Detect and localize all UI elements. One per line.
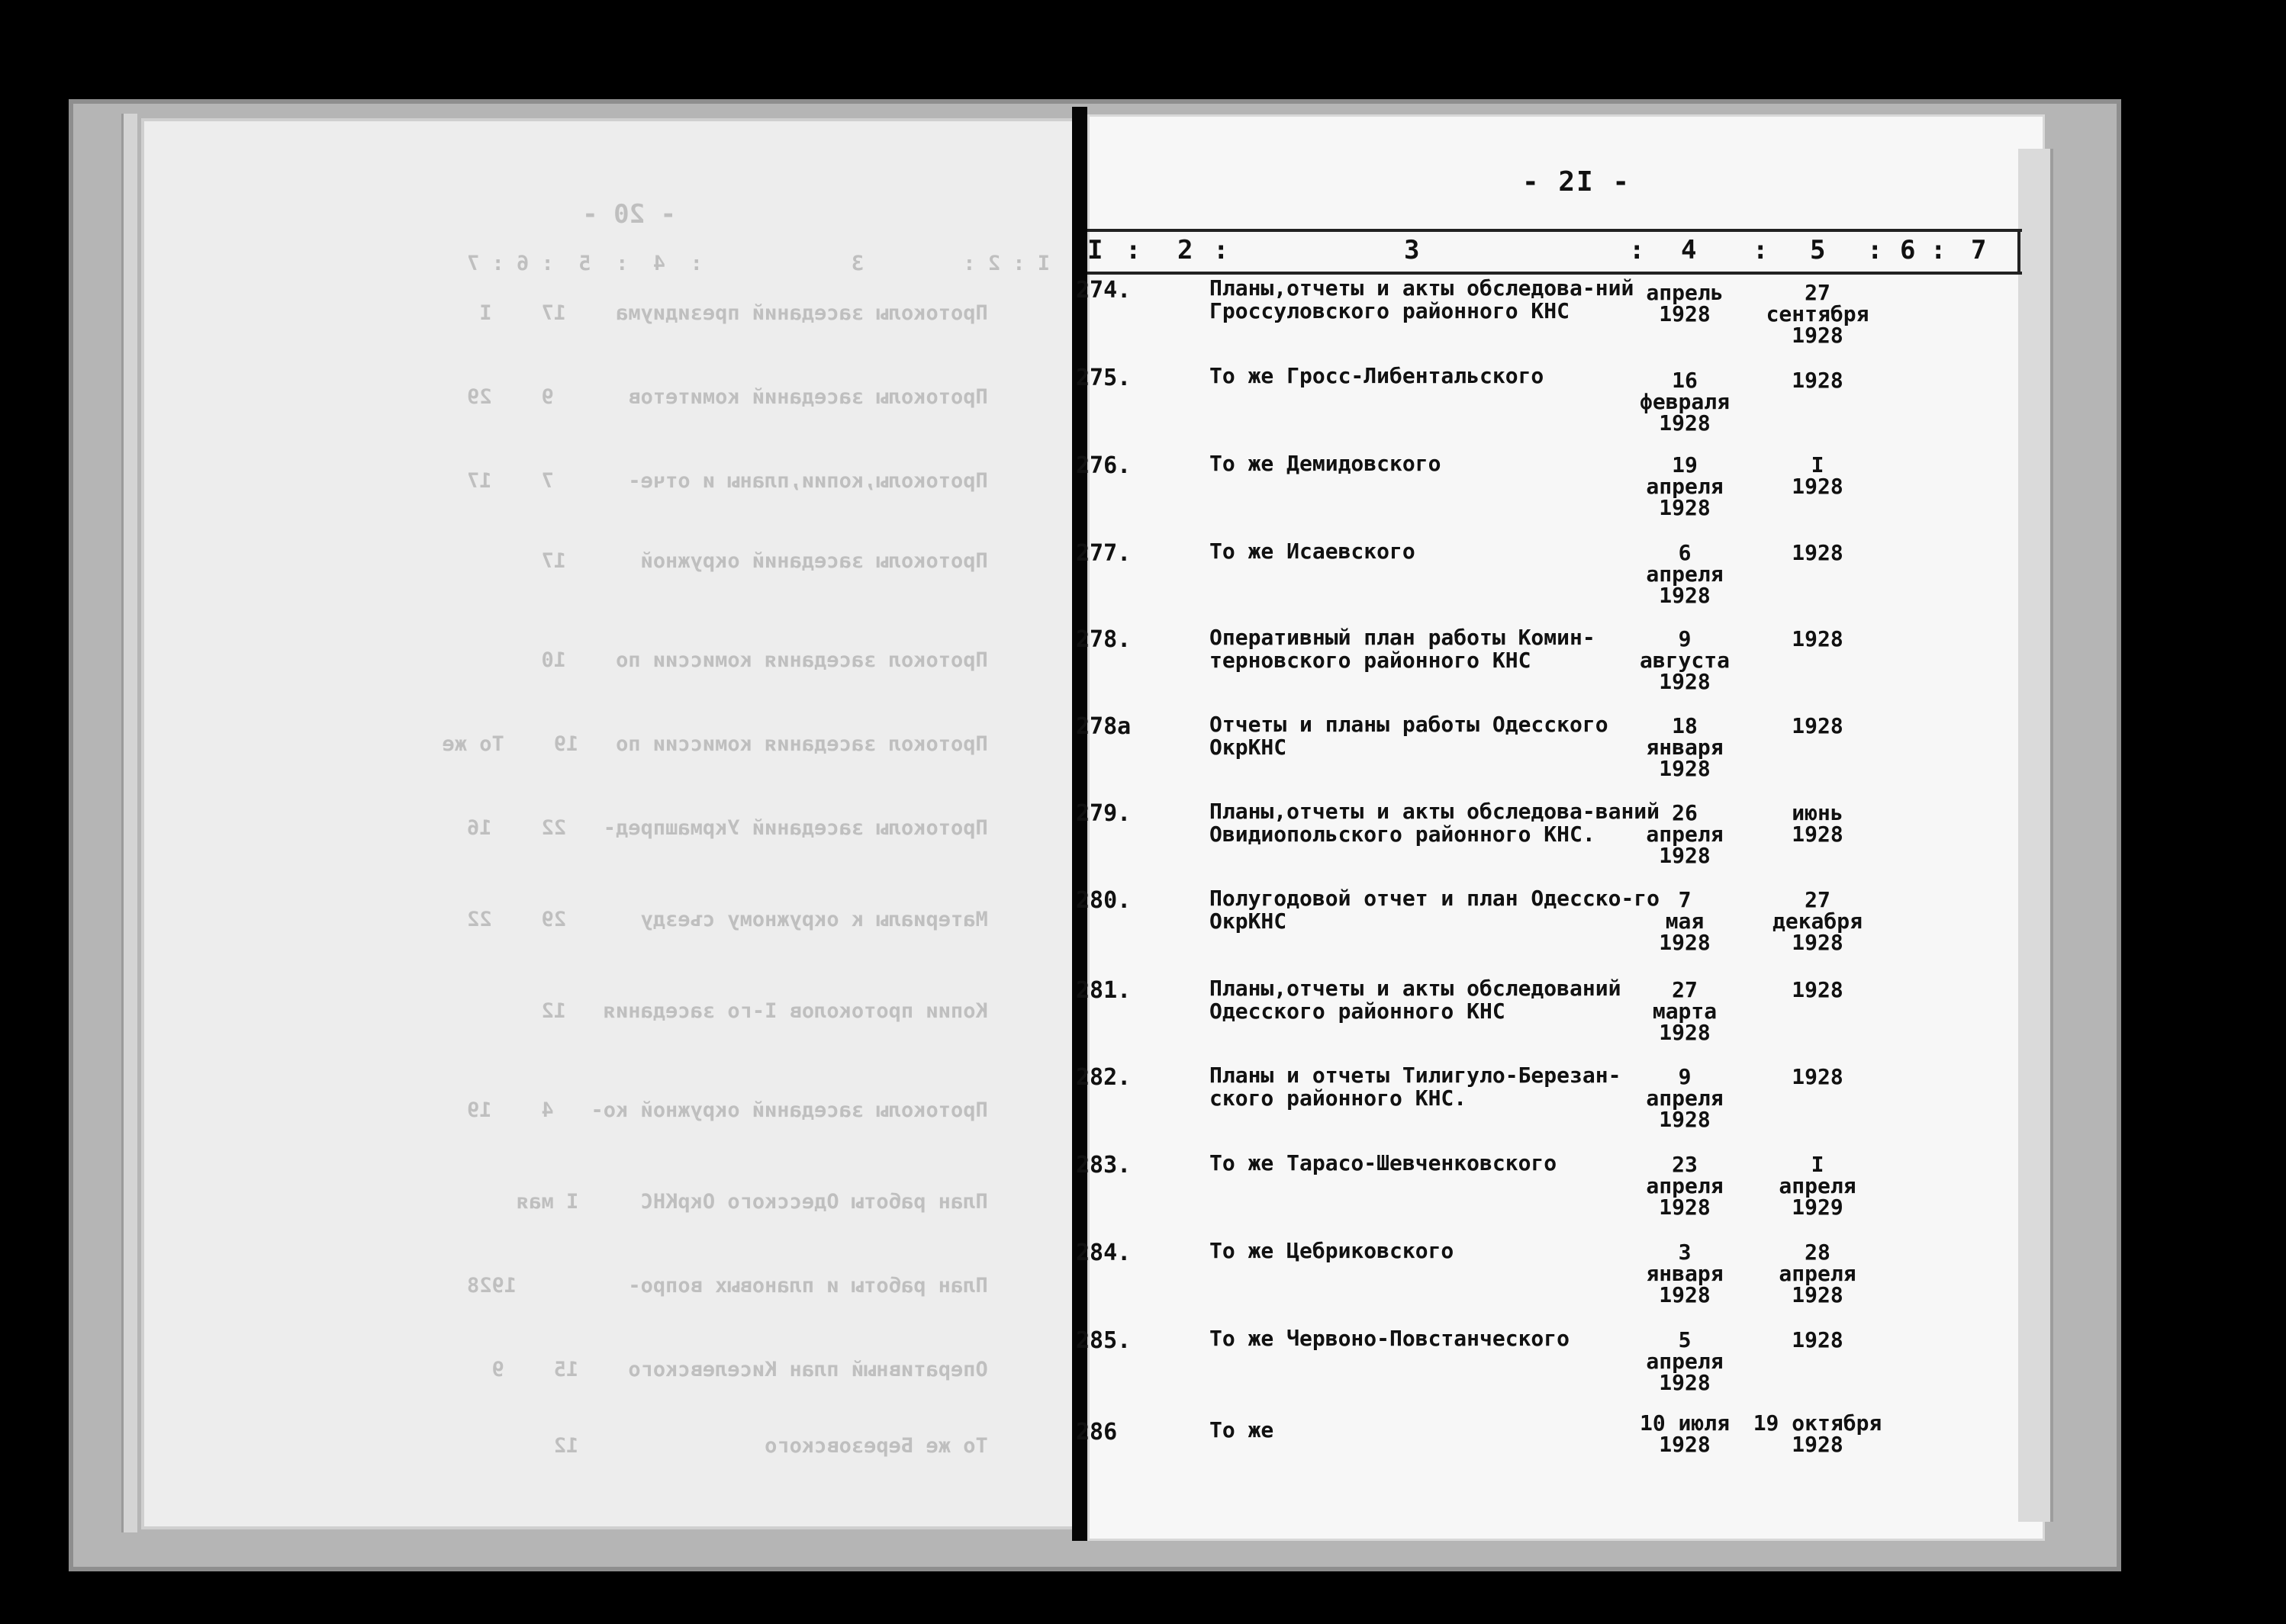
end-date (1741, 1242, 1894, 1306)
start-year: 1928 (1659, 1107, 1711, 1132)
ghost-line: Копии протоколов I-го заседания 12 (541, 999, 1050, 1023)
column-separator: : (1213, 235, 1229, 265)
end-month: апреля (1779, 1173, 1856, 1198)
table-row (0, 538, 2286, 622)
table-row (0, 1410, 2286, 1497)
ghost-line: То же Березовского 12 (553, 1434, 1050, 1458)
start-month: января (1646, 735, 1724, 760)
start-day: 16 (1672, 368, 1698, 393)
row-title: То же Исаевского (1209, 539, 1415, 564)
start-date (1608, 1327, 1761, 1395)
row-number: 283. (1076, 1152, 1132, 1179)
end-date (1741, 626, 1894, 651)
row-number: 280. (1076, 887, 1132, 914)
column-separator: : (1629, 235, 1645, 265)
end-year: 1928 (1792, 977, 1843, 1002)
row-title: Планы и отчеты Тилигуло-Березан-ского районного КНС. (1209, 1063, 1621, 1111)
end-year: 1928 (1792, 1064, 1843, 1089)
table-row (0, 711, 2286, 795)
start-date (1608, 802, 1761, 867)
row-number: 274. (1076, 277, 1132, 304)
start-day: 19 (1672, 452, 1698, 478)
column-header-1: I (1087, 235, 1103, 265)
end-date (1741, 370, 1894, 391)
row-number: 284. (1076, 1240, 1132, 1266)
end-year: 1928 (1792, 323, 1843, 348)
end-month: апреля (1779, 1261, 1856, 1286)
end-year: 1928 (1792, 626, 1843, 651)
table-row (0, 624, 2286, 708)
end-day: 28 (1805, 1240, 1830, 1265)
ghost-line: Материалы к окружному съезду 29 22 (466, 908, 1050, 931)
start-month: января (1646, 1261, 1724, 1286)
start-date (1608, 889, 1761, 953)
row-title: Полугодовой отчет и план Одесско-го ОкрКНС (1209, 886, 1660, 934)
start-month: 10 июля (1639, 1410, 1730, 1436)
start-day: 27 (1672, 977, 1698, 1002)
ghost-line: Протоколы заседаний Укрмашпред- 22 16 (466, 816, 1050, 840)
column-separator: : (1867, 235, 1883, 265)
end-date (1741, 713, 1894, 738)
end-day: I (1811, 1152, 1824, 1177)
end-year: 1928 (1792, 822, 1843, 847)
start-year: 1928 (1659, 1020, 1711, 1045)
start-year: 1928 (1659, 756, 1711, 781)
table-row (0, 798, 2286, 882)
table-row (0, 1325, 2286, 1409)
start-year: 1928 (1659, 1432, 1711, 1457)
start-date (1608, 1066, 1761, 1130)
ghost-line: Протокол заседания комиссии по 19 То же (442, 732, 1050, 756)
start-day: 18 (1672, 713, 1698, 738)
ghost-line: I : 2 : 3 : 4 : 5 : 6 : 7 (466, 252, 1050, 275)
column-header-6: 6 (1900, 235, 1916, 265)
row-title: Планы,отчеты и акты обследований Одесского районного КНС (1209, 976, 1621, 1024)
end-day: 27 (1805, 887, 1830, 912)
start-year: 1928 (1659, 1195, 1711, 1220)
ghost-line: Протоколы заседаний президиума 17 I (479, 301, 1050, 325)
end-day: 27 (1805, 280, 1830, 305)
ghost-line: Протокол заседания комиссии по 10 (541, 648, 1050, 672)
start-month: апреля (1646, 561, 1724, 587)
end-date (1741, 1410, 1894, 1457)
start-day: 5 (1678, 1327, 1692, 1352)
row-title: Планы,отчеты и акты обследова-ваний Овидиопольского районного КНС. (1209, 799, 1660, 847)
row-title: То же Цебриковского (1209, 1238, 1454, 1263)
start-month: апрель (1646, 280, 1724, 305)
table-row (0, 975, 2286, 1059)
end-date (1741, 1066, 1894, 1088)
end-month: декабря (1772, 908, 1863, 934)
end-month: сентября (1766, 301, 1869, 326)
end-year: 1928 (1792, 1432, 1843, 1457)
start-day: 23 (1672, 1152, 1698, 1177)
start-date (1608, 1242, 1761, 1306)
header-rule-right (2017, 229, 2020, 273)
row-number: 286 (1076, 1419, 1118, 1446)
row-number: 278а (1076, 713, 1132, 740)
column-separator: : (1753, 235, 1769, 265)
start-year: 1928 (1659, 843, 1711, 868)
end-year: 1928 (1792, 1327, 1843, 1352)
header-rule-top (1087, 229, 2022, 232)
end-year: 1929 (1792, 1195, 1843, 1220)
start-date (1608, 979, 1761, 1044)
start-month: апреля (1646, 1173, 1724, 1198)
row-number: 281. (1076, 977, 1132, 1004)
start-date (1608, 713, 1761, 781)
column-header-4: 4 (1681, 235, 1697, 265)
row-title: То же Демидовского (1209, 451, 1441, 476)
row-number: 279. (1076, 800, 1132, 827)
start-date (1608, 282, 1761, 325)
end-year: 1928 (1792, 1282, 1843, 1307)
table-row (0, 362, 2286, 446)
start-year: 1928 (1659, 1370, 1711, 1395)
start-month: мая (1665, 908, 1705, 934)
row-title: Оперативный план работы Комин-терновского районного КНС (1209, 625, 1595, 673)
start-day: 9 (1678, 626, 1692, 651)
row-number: 277. (1076, 540, 1132, 567)
row-number: 285. (1076, 1327, 1132, 1354)
end-date (1741, 542, 1894, 564)
start-month: марта (1652, 999, 1718, 1024)
left-page-number: - 20 - (582, 199, 676, 230)
end-month: июнь (1792, 800, 1843, 825)
end-date (1741, 889, 1894, 953)
start-year: 1928 (1659, 669, 1711, 694)
row-number: 282. (1076, 1064, 1132, 1091)
end-year: 1928 (1792, 930, 1843, 955)
start-date (1608, 542, 1761, 606)
start-date (1608, 370, 1761, 434)
start-date (1608, 452, 1761, 520)
table-row (0, 1237, 2286, 1321)
ghost-line: План работы Одесского ОкрКНС I мая (517, 1190, 1050, 1214)
end-date (1741, 1327, 1894, 1352)
ghost-line: Протоколы заседаний окружной 17 (541, 549, 1050, 573)
row-title: То же (1209, 1417, 1274, 1442)
start-month: апреля (1646, 1085, 1724, 1111)
ghost-line: Оперативный план Киселевского 15 9 (491, 1358, 1050, 1381)
ghost-line: План работы и плановых вопро- 1928 (466, 1274, 1050, 1298)
row-title: То же Червоно-Повстанческого (1209, 1326, 1570, 1351)
column-separator: : (1930, 235, 1946, 265)
row-title: Отчеты и планы работы Одесского ОкрКНС (1209, 712, 1608, 760)
row-title: То же Тарасо-Шевченковского (1209, 1150, 1557, 1175)
start-year: 1928 (1659, 410, 1711, 436)
column-header-3: 3 (1404, 235, 1420, 265)
start-month: апреля (1646, 474, 1724, 499)
start-year: 1928 (1659, 930, 1711, 955)
start-month: апреля (1646, 1349, 1724, 1374)
start-date (1608, 1154, 1761, 1218)
ghost-line: Протоколы заседаний комитетов 9 29 (466, 385, 1050, 409)
start-month: августа (1639, 648, 1730, 673)
start-month: февраля (1639, 389, 1730, 414)
start-year: 1928 (1659, 301, 1711, 326)
row-title: То же Гросс-Либентальского (1209, 363, 1544, 388)
table-row (0, 885, 2286, 969)
start-date (1608, 1410, 1761, 1457)
start-day: 26 (1672, 800, 1698, 825)
table-row (0, 1150, 2286, 1233)
start-day: 6 (1678, 540, 1692, 565)
end-year: 1928 (1792, 540, 1843, 565)
page-number: - 2I - (1522, 166, 1631, 198)
row-number: 276. (1076, 452, 1132, 479)
end-date (1741, 1154, 1894, 1218)
column-header-5: 5 (1810, 235, 1826, 265)
start-day: 9 (1678, 1064, 1692, 1089)
row-title: Планы,отчеты и акты обследова-ний Гроссуловского районного КНС (1209, 275, 1634, 323)
start-year: 1928 (1659, 583, 1711, 608)
end-date (1741, 452, 1894, 499)
start-date (1608, 626, 1761, 694)
start-day: 7 (1678, 887, 1692, 912)
end-day: I (1811, 452, 1824, 478)
start-year: 1928 (1659, 495, 1711, 520)
end-year: 1928 (1792, 368, 1843, 393)
end-month: 19 октября (1753, 1410, 1882, 1436)
row-number: 278. (1076, 626, 1132, 653)
ghost-line: Протоколы заседаний окружной ко- 4 19 (466, 1098, 1050, 1122)
end-date (1741, 979, 1894, 1001)
row-number: 275. (1076, 365, 1132, 391)
start-day: 3 (1678, 1240, 1692, 1265)
column-header-7: 7 (1971, 235, 1987, 265)
column-separator: : (1125, 235, 1141, 265)
start-month: апреля (1646, 822, 1724, 847)
end-year: 1928 (1792, 713, 1843, 738)
end-year: 1928 (1792, 474, 1843, 499)
table-row (0, 1062, 2286, 1146)
ghost-line: Протоколы,копии,планы и отче- 7 17 (466, 469, 1050, 493)
end-date (1741, 802, 1894, 845)
end-date (1741, 282, 1894, 346)
table-row (0, 275, 2286, 359)
column-header-2: 2 (1177, 235, 1193, 265)
table-row (0, 450, 2286, 534)
start-year: 1928 (1659, 1282, 1711, 1307)
